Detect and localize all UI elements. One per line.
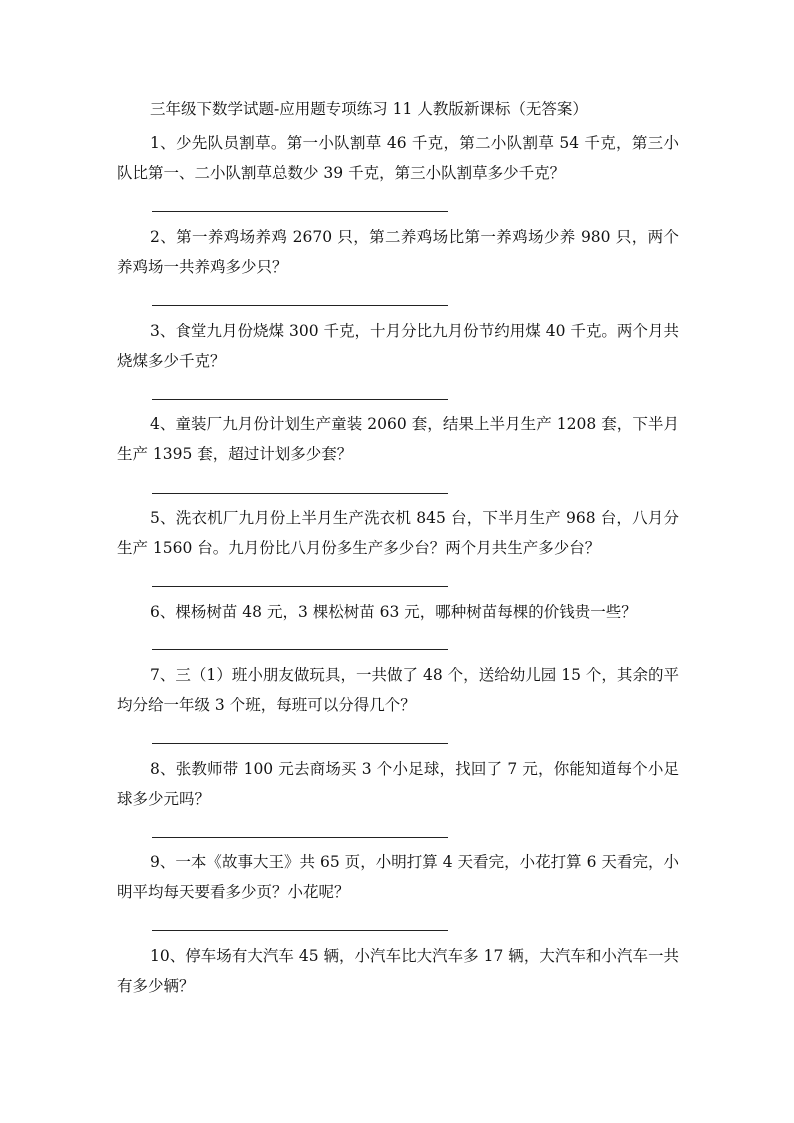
question-7: 7、三（1）班小朋友做玩具，一共做了 48 个，送给幼儿园 15 个，其余的平均分给一年级 3 个班，每班可以分得几个？ xyxy=(117,666,679,714)
question-1: 1、少先队员割草。第一小队割草 46 千克，第二小队割草 54 千克，第三小队比第一、二小队割草总数少 39 千克，第三小队割草多少千克？ xyxy=(117,134,679,182)
question-3: 3、食堂九月份烧煤 300 千克，十月分比九月份节约用煤 40 千克。两个月共烧煤多少千克？ xyxy=(117,322,679,370)
answer-line-1 xyxy=(152,211,448,212)
question-4: 4、童装厂九月份计划生产童装 2060 套，结果上半月生产 1208 套，下半月生产 1395 套，超过计划多少套？ xyxy=(117,415,679,463)
question-9: 9、一本《故事大王》共 65 页，小明打算 4 天看完，小花打算 6 天看完，小明平均每天要看多少页？小花呢？ xyxy=(117,853,679,901)
answer-line-7 xyxy=(152,743,448,744)
question-8: 8、张教师带 100 元去商场买 3 个小足球，找回了 7 元，你能知道每个小足球多少元吗？ xyxy=(117,760,679,808)
answer-line-2 xyxy=(152,305,448,306)
question-2: 2、第一养鸡场养鸡 2670 只，第二养鸡场比第一养鸡场少养 980 只，两个养鸡场一共养鸡多少只？ xyxy=(117,228,679,276)
question-6: 6、棵杨树苗 48 元，3 棵松树苗 63 元，哪种树苗每棵的价钱贵一些？ xyxy=(150,603,637,621)
answer-line-6 xyxy=(152,649,448,650)
answer-line-5 xyxy=(152,586,448,587)
answer-line-3 xyxy=(152,399,448,400)
answer-line-8 xyxy=(152,837,448,838)
question-10: 10、停车场有大汽车 45 辆，小汽车比大汽车多 17 辆，大汽车和小汽车一共有多少辆？ xyxy=(117,947,679,995)
document-title: 三年级下数学试题-应用题专项练习 11 人教版新课标（无答案） xyxy=(150,100,588,118)
question-5: 5、洗衣机厂九月份上半月生产洗衣机 845 台，下半月生产 968 台，八月分生产 1560 台。九月份比八月份多生产多少台？两个月共生产多少台？ xyxy=(117,509,679,557)
answer-line-9 xyxy=(152,930,448,931)
answer-line-4 xyxy=(152,493,448,494)
